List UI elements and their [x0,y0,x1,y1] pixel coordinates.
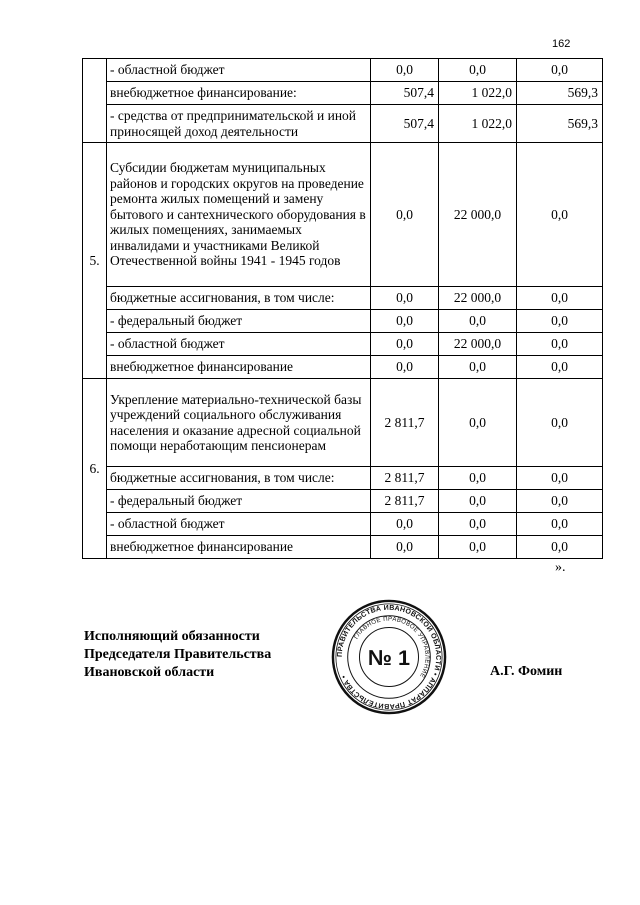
table-row [83,333,603,356]
table-row [83,356,603,379]
value-cell: 0,0 [439,536,517,559]
value-cell: 0,0 [439,59,517,82]
value-cell: 0,0 [439,310,517,333]
value-cell: 0,0 [371,310,439,333]
row-label: внебюджетное финансирование: [107,82,371,105]
row-label: Укрепление материально-технической базы учреждений социального обслуживания населения и оказание адресной социальной помощи неработающим пенсионерам [107,379,371,467]
table-row [83,82,603,105]
value-cell: 507,4 [371,105,439,143]
value-cell: 0,0 [371,333,439,356]
value-cell: 0,0 [439,356,517,379]
value-cell: 0,0 [439,513,517,536]
value-cell: 569,3 [517,82,603,105]
signatory-title-line-2: Председателя Правительства [84,647,272,662]
table-row [83,105,603,143]
row-number-cell [83,59,107,143]
value-cell: 0,0 [517,536,603,559]
value-cell: 1 022,0 [439,82,517,105]
table-row [83,513,603,536]
value-cell: 507,4 [371,82,439,105]
value-cell: 0,0 [371,536,439,559]
value-cell: 0,0 [371,287,439,310]
value-cell: 2 811,7 [371,490,439,513]
row-label: - федеральный бюджет [107,310,371,333]
row-label: внебюджетное финансирование [107,356,371,379]
row-label: - федеральный бюджет [107,490,371,513]
row-label: Субсидии бюджетам муниципальных районов и городских округов на проведение ремонта жилых помещений и замену бытового и сантехнического оборудования в жилых помещениях, занимаемых инвалидами и участниками Великой Отечественной войны 1941 - 1945 годов [107,143,371,287]
table-row [83,310,603,333]
value-cell: 2 811,7 [371,379,439,467]
row-label: бюджетные ассигнования, в том числе: [107,467,371,490]
closing-quote: ». [555,560,566,575]
seal-inner-text: ГЛАВНОЕ ПРАВОВОЕ УПРАВЛЕНИЕ [352,615,431,679]
value-cell: 0,0 [517,490,603,513]
table-row [83,59,603,82]
row-label: - областной бюджет [107,513,371,536]
table-row [83,467,603,490]
value-cell: 0,0 [371,59,439,82]
value-cell: 22 000,0 [439,143,517,287]
row-label: внебюджетное финансирование [107,536,371,559]
table-row [83,143,603,287]
row-number: 5. [89,252,100,268]
budget-table [82,58,603,559]
value-cell: 22 000,0 [439,287,517,310]
signatory-title-line-3: Ивановской области [84,665,215,680]
row-number-cell [83,379,107,559]
official-seal [330,598,448,716]
seal-number: № 1 [367,644,411,670]
value-cell: 0,0 [517,379,603,467]
value-cell: 0,0 [517,356,603,379]
value-cell: 0,0 [517,513,603,536]
row-number-cell [83,143,107,379]
row-label: - областной бюджет [107,333,371,356]
table-row [83,379,603,467]
value-cell: 0,0 [517,143,603,287]
value-cell: 0,0 [439,490,517,513]
signatory-name: А.Г. Фомин [490,664,563,679]
value-cell: 22 000,0 [439,333,517,356]
value-cell: 0,0 [517,467,603,490]
value-cell: 0,0 [517,333,603,356]
value-cell: 2 811,7 [371,467,439,490]
value-cell: 0,0 [517,287,603,310]
row-number: 6. [89,460,100,476]
value-cell: 569,3 [517,105,603,143]
value-cell: 1 022,0 [439,105,517,143]
row-label: бюджетные ассигнования, в том числе: [107,287,371,310]
table-row [83,490,603,513]
value-cell: 0,0 [439,467,517,490]
table-row [83,536,603,559]
value-cell: 0,0 [371,143,439,287]
value-cell: 0,0 [517,59,603,82]
value-cell: 0,0 [371,356,439,379]
row-label: - средства от предпринимательской и иной приносящей доход деятельности [107,105,371,143]
value-cell: 0,0 [439,379,517,467]
table-row [83,287,603,310]
signatory-title-line-1: Исполняющий обязанности [84,629,260,644]
value-cell: 0,0 [517,310,603,333]
row-label: - областной бюджет [107,59,371,82]
signature-block [84,628,271,682]
value-cell: 0,0 [371,513,439,536]
page-number: 162 [552,38,571,50]
seal-ring-text: ПРАВИТЕЛЬСТВА ИВАНОВСКОЙ ОБЛАСТИ • АППАРАТ ПРАВИТЕЛЬСТВА • [335,603,443,711]
